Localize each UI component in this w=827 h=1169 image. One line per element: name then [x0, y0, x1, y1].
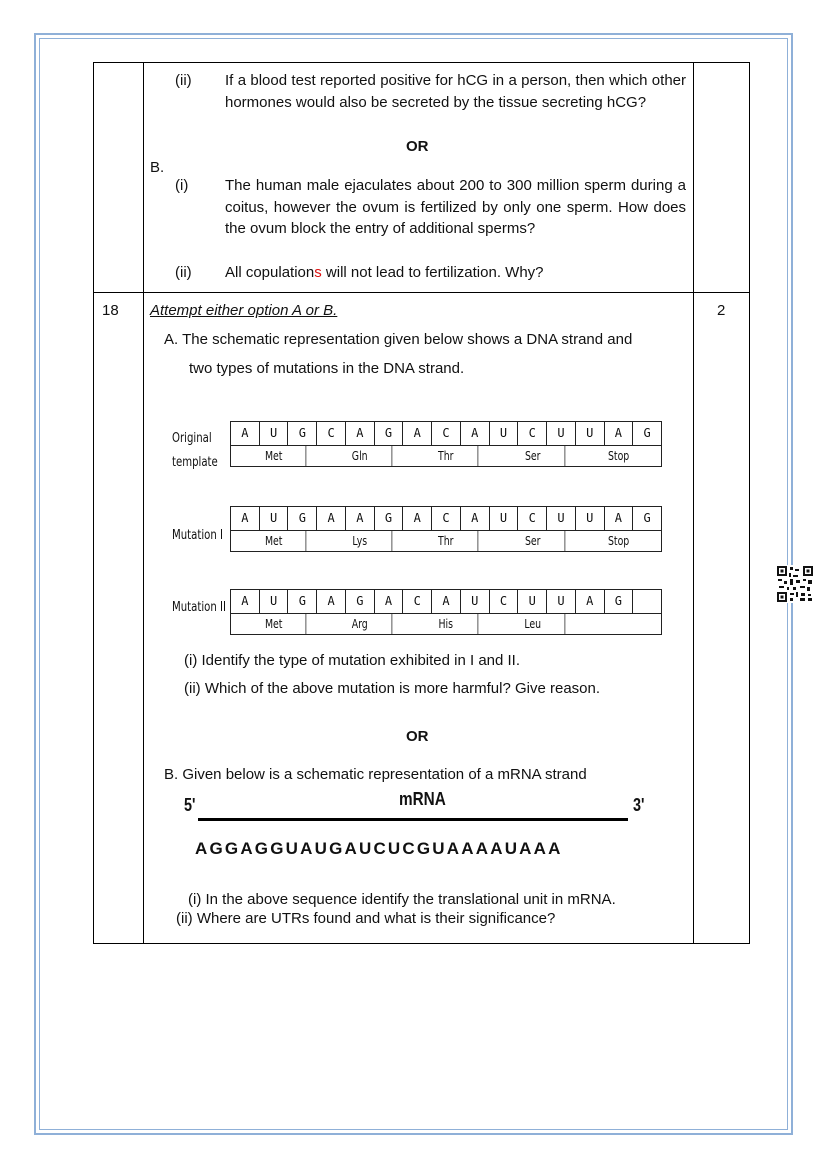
mutation2-amino-acid-0: Met	[242, 613, 307, 634]
q17-b-ii-text	[225, 262, 544, 284]
mutation2-base-6: C	[403, 590, 432, 613]
mutation1-base-2: G	[288, 507, 317, 530]
mutation1-base-9: U	[490, 507, 519, 530]
original-amino-acid-0: Met	[242, 445, 307, 466]
mrna-five-prime: 5'	[184, 795, 196, 815]
original-amino-acid-row	[231, 445, 661, 466]
q17-option-b-label: B.	[150, 159, 165, 176]
mrna-strand-line	[198, 818, 628, 821]
mutation2-base-0: A	[231, 590, 260, 613]
mutation1-base-13: A	[605, 507, 634, 530]
mrna-label: mRNA	[399, 789, 446, 809]
q17-b-i-number: (i)	[175, 177, 189, 194]
original-base-5: G	[375, 422, 404, 445]
q18-a-i: (i) Identify the type of mutation exhibited in I and II.	[184, 652, 521, 669]
mutation1-base-6: A	[403, 507, 432, 530]
column-divider-number	[143, 63, 144, 943]
mutation2-base-4: G	[346, 590, 375, 613]
original-label-line2: template	[172, 455, 218, 470]
mutation1-amino-acid-4: Stop	[607, 533, 630, 548]
mutation2-base-1: U	[260, 590, 289, 613]
q18-option-a-line2: two types of mutations in the DNA strand.	[189, 360, 465, 377]
q18-marks: 2	[717, 302, 726, 319]
original-codon-table	[230, 421, 662, 467]
original-base-14: G	[643, 426, 651, 440]
mutation2-label: Mutation II	[172, 600, 227, 615]
q18-b-i: (i) In the above sequence identify the translational unit in mRNA.	[188, 891, 616, 908]
original-base-0: A	[231, 422, 260, 445]
original-bases-row	[231, 422, 661, 446]
mutation2-codon-table	[230, 589, 662, 635]
mutation2-base-7: A	[432, 590, 461, 613]
mutation2-bases-row	[231, 590, 661, 614]
original-amino-acid-2: Thr	[414, 445, 479, 466]
q17-b-i-text: The human male ejaculates about 200 to 300 million sperm during a coitus, however the ovum is fertilized by only one sperm. How does the ovum block the entry of additional sperms?	[225, 177, 686, 237]
mutation2-base-5: A	[375, 590, 404, 613]
original-base-13: A	[605, 422, 634, 445]
q18-b-ii: (ii) Where are UTRs found and what is their significance?	[176, 910, 556, 927]
original-label-line1: Original	[172, 431, 212, 446]
mutation1-amino-acid-row	[231, 530, 661, 551]
original-amino-acid-3: Ser	[500, 445, 565, 466]
original-base-6: A	[403, 422, 432, 445]
q18-a-ii: (ii) Which of the above mutation is more harmful? Give reason.	[184, 680, 601, 697]
mutation2-base-13: G	[605, 590, 634, 613]
mutation2-base-10: U	[518, 590, 547, 613]
mrna-sequence: AGGAGGUAUGAUCUCGUAAAAUAAA	[195, 839, 563, 858]
q17-b-ii-text-post: will not lead to fertilization. Why?	[321, 264, 544, 281]
mutation1-base-10: C	[518, 507, 547, 530]
mutation2-base-9: C	[490, 590, 519, 613]
q17-b-ii-text-pre: All copulation	[225, 264, 315, 281]
mutation2-base-2: G	[288, 590, 317, 613]
q17-b-ii-text-red: s	[314, 264, 322, 281]
mutation1-base-11: U	[547, 507, 576, 530]
q17-a-ii-number: (ii)	[175, 72, 192, 89]
mutation2-base-8: U	[461, 590, 490, 613]
row-divider	[94, 292, 749, 293]
mutation1-base-12: U	[576, 507, 605, 530]
mutation2-amino-acid-2: His	[414, 613, 479, 634]
q18-or-label: OR	[406, 728, 429, 745]
q18-instruction: Attempt either option A or B.	[150, 302, 338, 319]
mutation1-base-14: G	[643, 511, 651, 525]
mutation1-amino-acid-2: Thr	[414, 530, 479, 551]
original-base-7: C	[432, 422, 461, 445]
q18-number: 18	[102, 302, 119, 319]
mutation2-base-14	[633, 590, 661, 613]
original-base-8: A	[461, 422, 490, 445]
mutation2-amino-acid-1: Arg	[328, 613, 393, 634]
mutation1-base-4: A	[346, 507, 375, 530]
q17-b-ii-number: (ii)	[175, 264, 192, 281]
original-base-1: U	[260, 422, 289, 445]
mutation1-codon-table	[230, 506, 662, 552]
mrna-three-prime: 3'	[633, 795, 645, 815]
mutation1-bases-row	[231, 507, 661, 531]
q18-option-b-line: B. Given below is a schematic representation of a mRNA strand	[164, 766, 587, 783]
column-divider-marks	[693, 63, 694, 943]
mutation2-amino-acid-4	[586, 613, 650, 634]
mutation1-base-8: A	[461, 507, 490, 530]
mutation1-base-5: G	[375, 507, 404, 530]
mutation2-base-12: A	[576, 590, 605, 613]
original-amino-acid-1: Gln	[328, 445, 393, 466]
original-base-9: U	[490, 422, 519, 445]
original-base-10: C	[518, 422, 547, 445]
original-base-4: A	[346, 422, 375, 445]
mutation1-base-7: C	[432, 507, 461, 530]
mutation1-amino-acid-0: Met	[242, 530, 307, 551]
qr-code-icon	[776, 565, 814, 603]
mutation1-amino-acid-1: Lys	[328, 530, 393, 551]
original-amino-acid-4: Stop	[607, 448, 630, 463]
q18-option-a-line1: A. The schematic representation given below shows a DNA strand and	[164, 331, 633, 348]
original-base-2: G	[288, 422, 317, 445]
mutation1-amino-acid-3: Ser	[500, 530, 565, 551]
q17-or-label: OR	[406, 138, 429, 155]
mutation2-base-3: A	[317, 590, 346, 613]
mutation1-base-1: U	[260, 507, 289, 530]
mutation2-amino-acid-row	[231, 613, 661, 634]
mutation1-base-0: A	[231, 507, 260, 530]
mutation1-base-3: A	[317, 507, 346, 530]
mutation2-amino-acid-3: Leu	[500, 613, 565, 634]
original-base-3: C	[317, 422, 346, 445]
mutation2-base-11: U	[547, 590, 576, 613]
q17-a-ii-text: If a blood test reported positive for hCG in a person, then which other hormones would also be secreted by the tissue secreting hCG?	[225, 72, 686, 111]
original-base-11: U	[547, 422, 576, 445]
original-base-12: U	[576, 422, 605, 445]
mutation1-label: Mutation I	[172, 528, 224, 543]
